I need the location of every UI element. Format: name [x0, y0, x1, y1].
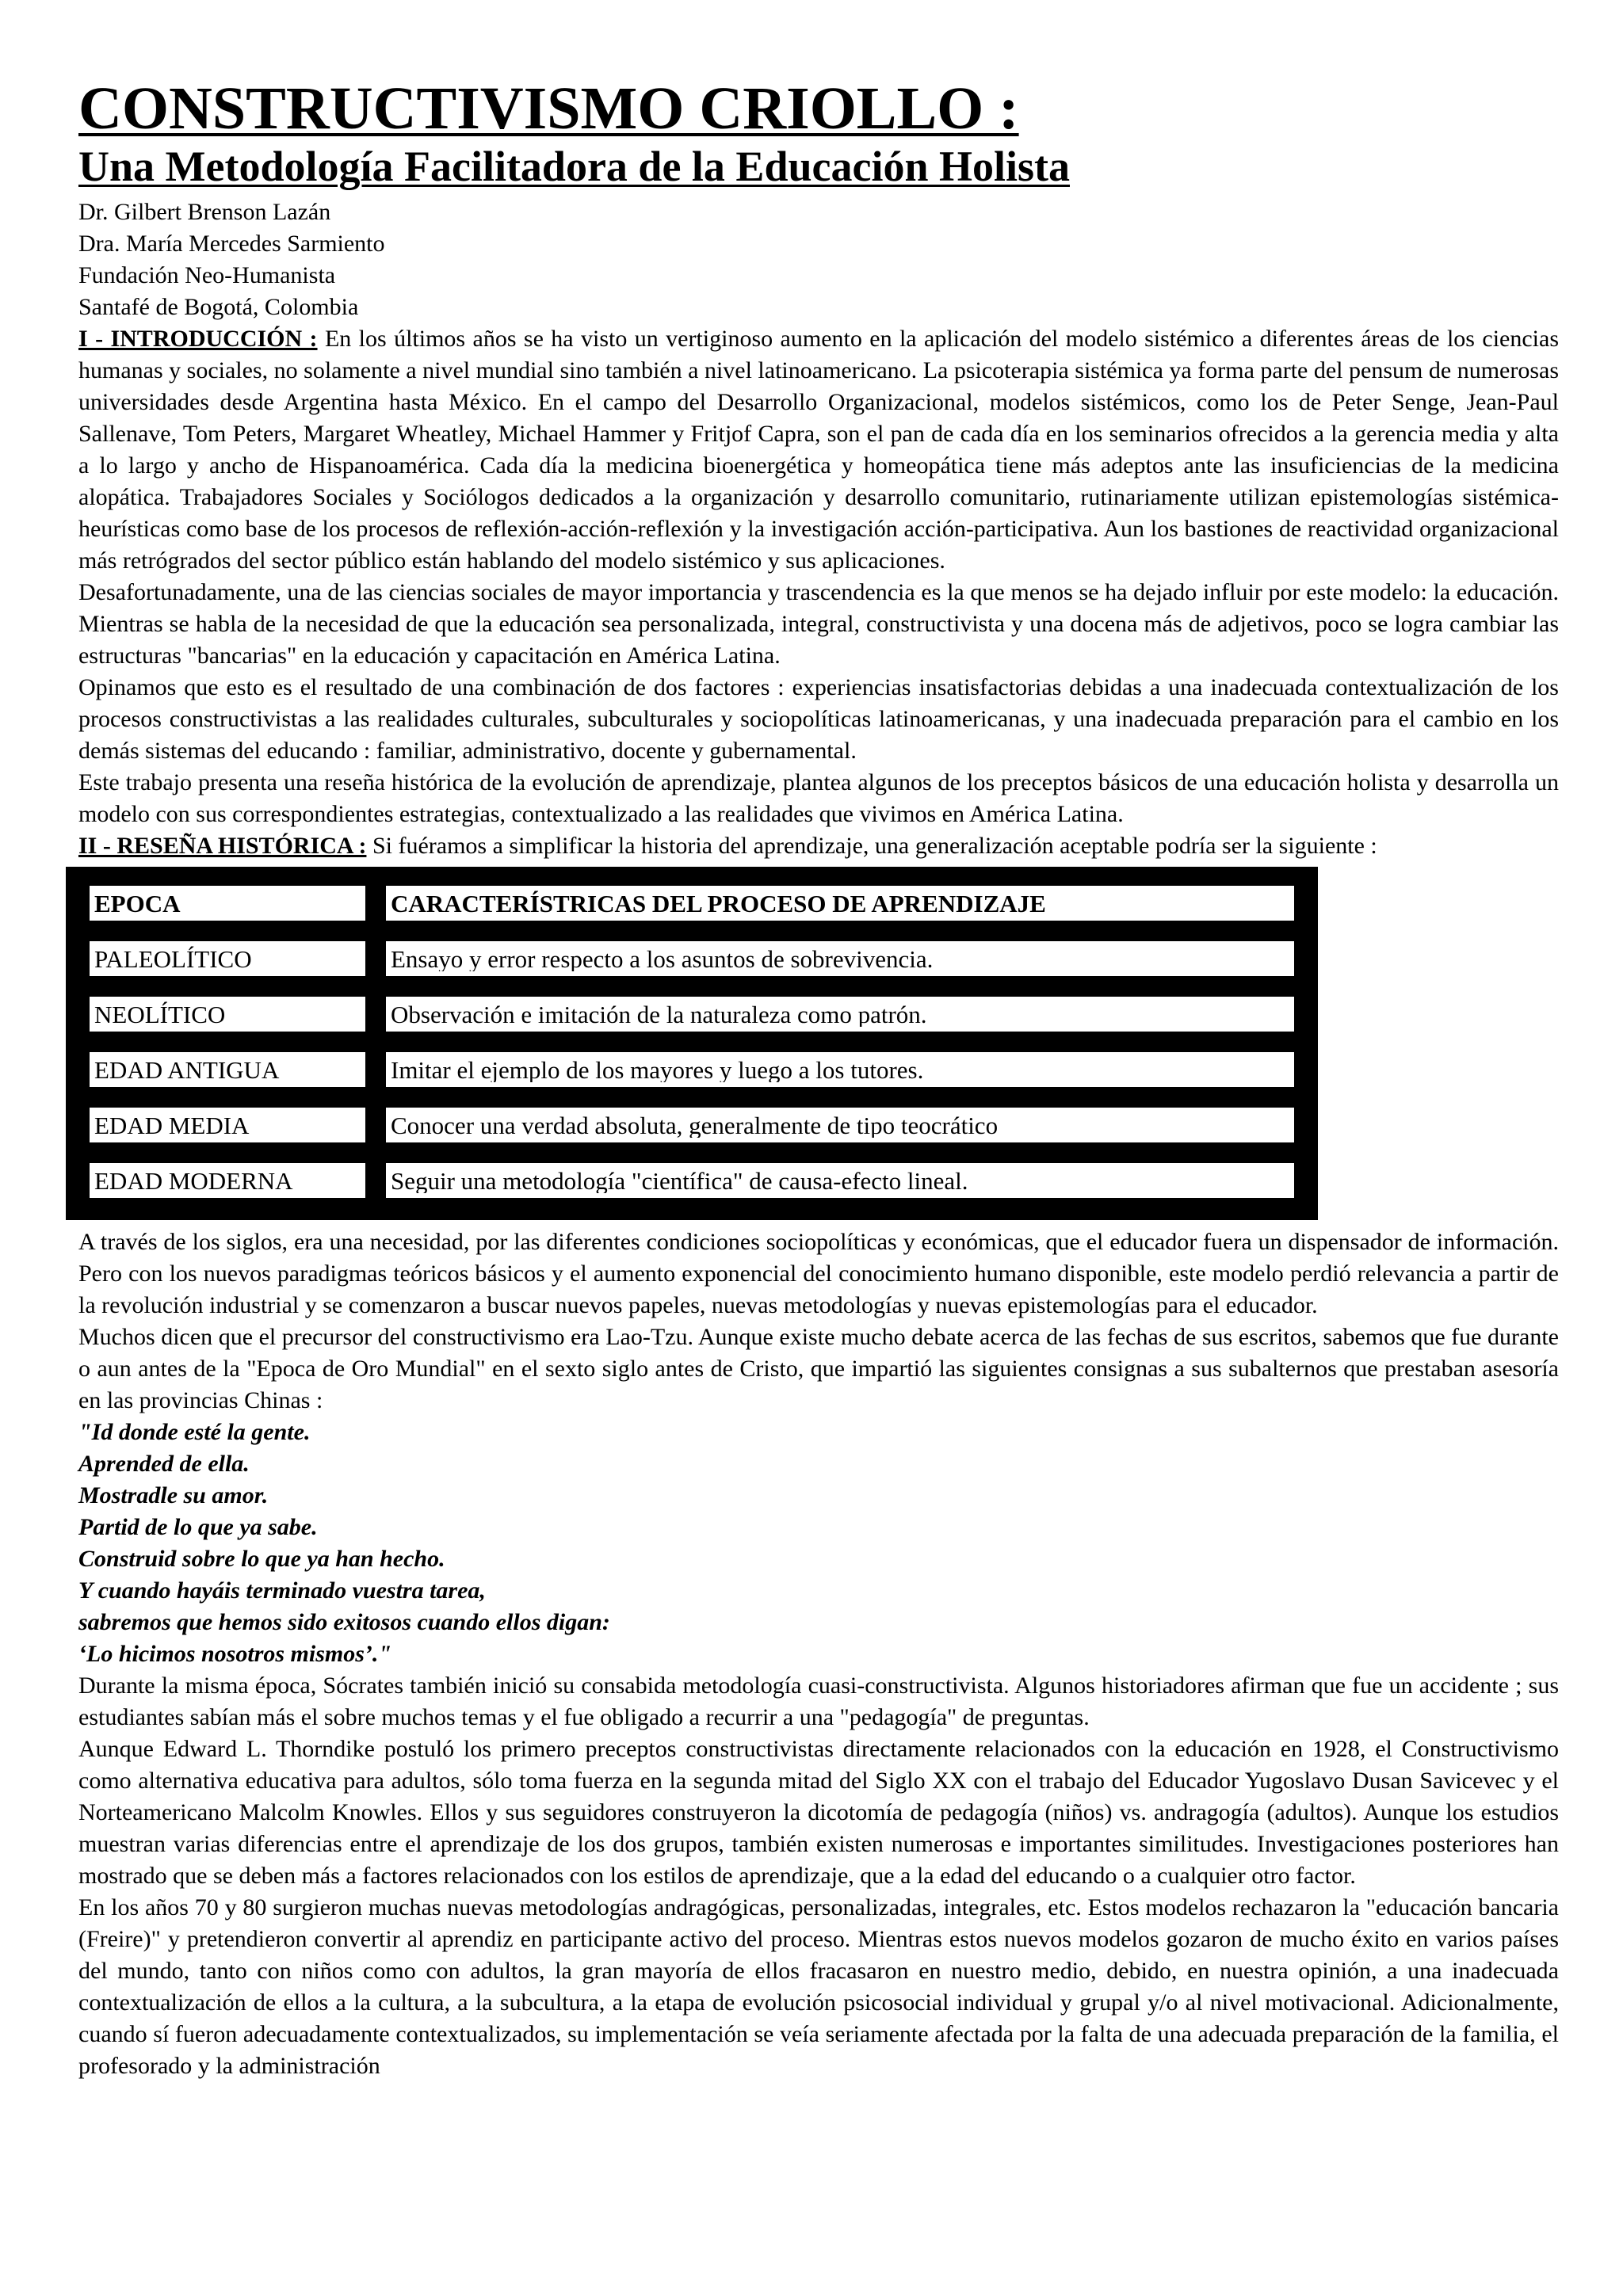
- organization-line: Fundación Neo-Humanista: [78, 262, 336, 288]
- table-cell-characteristic: Observación e imitación de la naturaleza como patrón.: [381, 992, 1299, 1036]
- lao-tzu-quote: [78, 1417, 1559, 1670]
- table-cell-characteristic: Ensayo y error respecto a los asuntos de sobrevivencia.: [381, 936, 1299, 981]
- table-cell-epoch: EDAD ANTIGUA: [85, 1047, 370, 1092]
- table-row: [85, 936, 1299, 981]
- history-paragraph-5: Aunque Edward L. Thorndike postuló los primero preceptos constructivistas directamente relacionados con la educación en 1928, el Constructivismo como alternativa educativa para adultos, sólo toma fuerza en la segunda mitad del Siglo XX con el trabajo del Educador Yugoslavo Dusan Savicevec y el Norteamericano Malcolm Knowles. Ellos y sus seguidores construyeron la dicotomía de pedagogía (niños) vs. andragogía (adultos). Aunque los estudios muestran varias diferencias entre el aprendizaje de los dos grupos, también existen numerosas e importantes similitudes. Investigaciones posteriores han mostrado que se deben más a factores relacionados con los estilos de aprendizaje, que a la edad del educando o a cualquier otro factor.: [78, 1736, 1559, 1889]
- history-paragraph-4: Durante la misma época, Sócrates también inició su consabida metodología cuasi-constructivista. Algunos historiadores afirman que fue un accidente ; sus estudiantes sabían más el sobre muchos temas y el fue obligado a recurrir a una "pedagogía" de preguntas.: [78, 1672, 1559, 1730]
- table-row: [85, 1158, 1299, 1203]
- table-cell-characteristic: Imitar el ejemplo de los mayores y luego a los tutores.: [381, 1047, 1299, 1092]
- quote-line: "Id donde esté la gente.: [78, 1419, 311, 1445]
- history-paragraph-2: A través de los siglos, era una necesidad, por las diferentes condiciones sociopolíticas y económicas, que el educador fuera un dispensador de información. Pero con los nuevos paradigmas teóricos básicos y el aumento exponencial del conocimiento humano disponible, este modelo perdió relevancia a partir de la revolución industrial y se comenzaron a buscar nuevos papeles, nuevas metodologías y nuevas epistemologías para el educador.: [78, 1229, 1559, 1318]
- quote-line: sabremos que hemos sido exitosos cuando ellos digan:: [78, 1609, 610, 1635]
- table-cell-characteristic: Conocer una verdad absoluta, generalmente de tipo teocrático: [381, 1103, 1299, 1147]
- author-line-2: Dra. María Mercedes Sarmiento: [78, 231, 385, 257]
- document-subtitle: Una Metodología Facilitadora de la Educación Holista: [78, 143, 1070, 190]
- learning-history-table: [66, 867, 1318, 1220]
- history-paragraph-1: [78, 830, 1559, 862]
- quote-line: Partid de lo que ya sabe.: [78, 1514, 318, 1540]
- quote-line: Construid sobre lo que ya han hecho.: [78, 1546, 445, 1572]
- table-cell-epoch: PALEOLÍTICO: [85, 936, 370, 981]
- document-title: CONSTRUCTIVISMO CRIOLLO :: [78, 75, 1019, 142]
- history-heading: II - RESEÑA HISTÓRICA :: [78, 833, 367, 859]
- document-page: [78, 76, 1559, 2082]
- intro-text-1: En los últimos años se ha visto un vertiginoso aumento en la aplicación del modelo sistémico a diferentes áreas de los ciencias humanas y sociales, no solamente a nivel mundial sino también a nivel latinoamericano. La psicoterapia sistémica ya forma parte del pensum de numerosas universidades desde Argentina hasta México. En el campo del Desarrollo Organizacional, modelos sistémicos, como los de Peter Senge, Jean-Paul Sallenave, Tom Peters, Margaret Wheatley, Michael Hammer y Fritjof Capra, son el pan de cada día en los seminarios ofrecidos a la gerencia media y alta a lo largo y ancho de Hispanoamérica. Cada día la medicina bioenergética y homeopática tiene más adeptos ante las insuficiencias de la medicina alopática. Trabajadores Sociales y Sociólogos dedicados a la organización y desarrollo comunitario, rutinariamente utilizan epistemologías sistémica-heurísticas como base de los procesos de reflexión-acción-reflexión y la investigación acción-participativa. Aun los bastiones de reactividad organizacional más retrógrados del sector público están hablando del modelo sistémico y sus aplicaciones.: [78, 326, 1559, 574]
- table-cell-epoch: EDAD MEDIA: [85, 1103, 370, 1147]
- table-row: [85, 992, 1299, 1036]
- intro-paragraph-1: [78, 323, 1559, 577]
- author-line-1: Dr. Gilbert Brenson Lazán: [78, 199, 331, 225]
- table-header-epoch: EPOCA: [85, 881, 370, 925]
- table-cell-epoch: EDAD MODERNA: [85, 1158, 370, 1203]
- intro-heading: I - INTRODUCCIÓN :: [78, 326, 318, 352]
- intro-paragraph-3: Opinamos que esto es el resultado de una combinación de dos factores : experiencias insatisfactorias debidas a una inadecuada contextualización de los procesos constructivistas a las realidades culturales, subculturales y sociopolíticas latinoamericanas, y una inadecuada preparación para el cambio en los demás sistemas del educando : familiar, administrativo, docente y gubernamental.: [78, 674, 1559, 764]
- location-line: Santafé de Bogotá, Colombia: [78, 294, 359, 320]
- intro-paragraph-2: Desafortunadamente, una de las ciencias sociales de mayor importancia y trascendencia es la que menos se ha dejado influir por este modelo: la educación. Mientras se habla de la necesidad de que la educación sea personalizada, integral, constructivista y una docena más de adjetivos, poco se logra cambiar las estructuras "bancarias" en la educación y capacitación en América Latina.: [78, 579, 1559, 669]
- table-header-row: [85, 881, 1299, 925]
- table-header-characteristics: CARACTERÍSTRICAS DEL PROCESO DE APRENDIZAJE: [381, 881, 1299, 925]
- history-paragraph-6: En los años 70 y 80 surgieron muchas nuevas metodologías andragógicas, personalizadas, integrales, etc. Estos modelos rechazaron la "educación bancaria (Freire)" y pretendieron convertir al aprendiz en participante activo del proceso. Mientras estos nuevos modelos gozaron de mucho éxito en varios países del mundo, tanto con niños como con adultos, la gran mayoría de ellos fracasaron en nuestro medio, debido, en nuestra opinión, a una inadecuada contextualización de ellos a la cultura, a la subcultura, a la etapa de evolución psicosocial individual y grupal y/o al nivel motivacional. Adicionalmente, cuando sí fueron adecuadamente contextualizados, su implementación se veía seriamente afectada por la falta de una adecuada preparación de la familia, el profesorado y la administración: [78, 1894, 1559, 2079]
- intro-paragraph-4: Este trabajo presenta una reseña histórica de la evolución de aprendizaje, plantea algunos de los preceptos básicos de una educación holista y desarrolla un modelo con sus correspondientes estrategias, contextualizado a las realidades que vivimos en América Latina.: [78, 769, 1559, 827]
- table-cell-characteristic: Seguir una metodología "científica" de causa-efecto lineal.: [381, 1158, 1299, 1203]
- quote-line: ‘Lo hicimos nosotros mismos’.": [78, 1641, 392, 1667]
- history-paragraph-3: Muchos dicen que el precursor del constructivismo era Lao-Tzu. Aunque existe mucho debate acerca de las fechas de sus escritos, sabemos que fue durante o aun antes de la "Epoca de Oro Mundial" en el sexto siglo antes de Cristo, que impartió las siguientes consignas a sus subalternos que prestaban asesoría en las provincias Chinas :: [78, 1324, 1559, 1413]
- quote-line: Mostradle su amor.: [78, 1482, 269, 1508]
- history-text-1: Si fuéramos a simplificar la historia del aprendizaje, una generalización aceptable podría ser la siguiente :: [372, 833, 1377, 859]
- table-cell-epoch: NEOLÍTICO: [85, 992, 370, 1036]
- table-row: [85, 1047, 1299, 1092]
- table-row: [85, 1103, 1299, 1147]
- quote-line: Aprended de ella.: [78, 1451, 250, 1477]
- quote-line: Y cuando hayáis terminado vuestra tarea,: [78, 1577, 486, 1604]
